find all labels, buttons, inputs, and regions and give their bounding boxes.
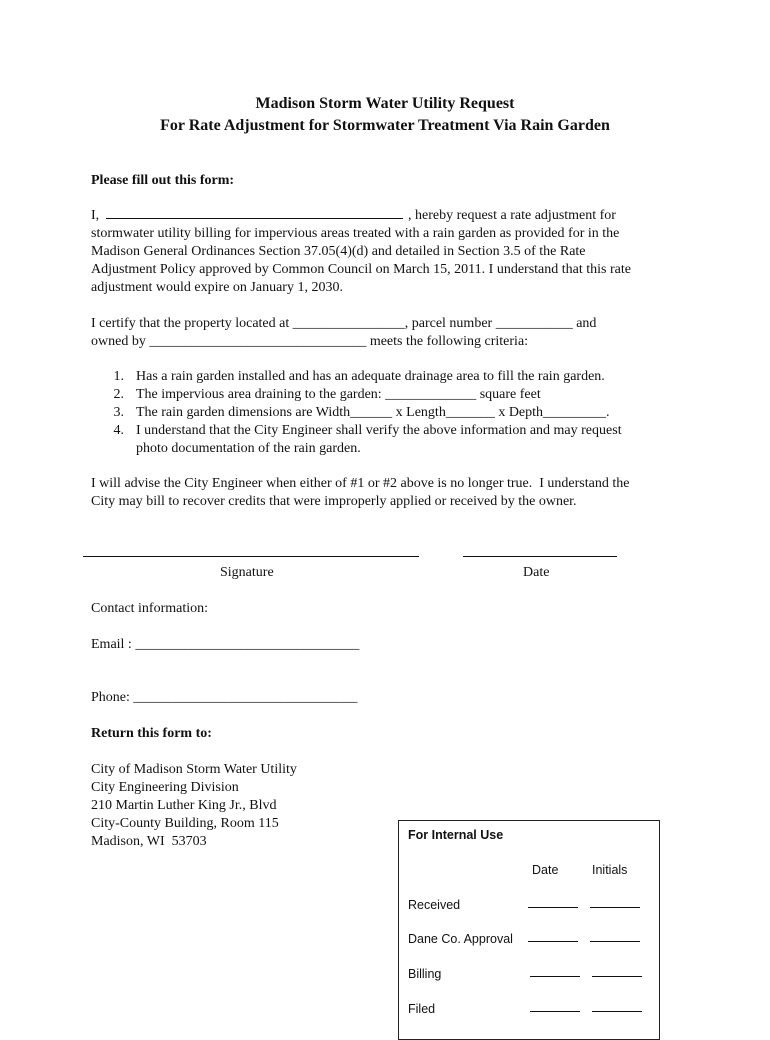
date-label: Date [523, 565, 550, 580]
address-line: 210 Martin Luther King Jr., Blvd [91, 798, 277, 813]
internal-initials-header: Initials [592, 863, 628, 877]
return-heading: Return this form to: [91, 726, 212, 741]
phone-field[interactable]: Phone: ________________________________ [91, 690, 358, 705]
certify-line2[interactable]: owned by _______________________________ meets the following criteria: [91, 334, 529, 349]
internal-row-billing: Billing [408, 967, 442, 981]
list-item-number: 3. [113, 405, 124, 420]
dane-approval-initials-field[interactable] [590, 941, 640, 942]
internal-use-heading: For Internal Use [408, 828, 504, 842]
signature-field[interactable] [83, 556, 419, 557]
paragraph1-line4: Adjustment Policy approved by Common Council on March 15, 2011. I understand that this rate [91, 262, 631, 277]
list-item-number: 4. [113, 423, 124, 438]
internal-row-received: Received [408, 898, 461, 912]
paragraph1-line3: Madison General Ordinances Section 37.05(4)(d) and detailed in Section 3.5 of the Rate [91, 244, 586, 259]
certify-line1[interactable]: I certify that the property located at ________________, parcel number ___________ and [91, 316, 597, 331]
address-line: Madison, WI 53703 [91, 834, 207, 849]
address-line: City of Madison Storm Water Utility [91, 762, 297, 777]
internal-row-filed: Filed [408, 1002, 436, 1016]
name-prefix: I, [91, 208, 100, 223]
dane-approval-date-field[interactable] [528, 941, 578, 942]
list-item-text-continued: photo documentation of the rain garden. [136, 441, 361, 456]
internal-use-box [398, 820, 660, 1040]
list-item-number: 1. [113, 369, 124, 384]
paragraph1-line2: stormwater utility billing for impervious areas treated with a rain garden as provided for in the [91, 226, 620, 241]
signature-label: Signature [220, 565, 274, 580]
form-subtitle: For Rate Adjustment for Stormwater Treatment Via Rain Garden [160, 117, 610, 134]
paragraph1-line5: adjustment would expire on January 1, 2030. [91, 280, 343, 295]
billing-initials-field[interactable] [592, 976, 642, 977]
list-item-text[interactable]: The impervious area draining to the garden: _____________ square feet [136, 387, 541, 402]
list-item-text: Has a rain garden installed and has an adequate drainage area to fill the rain garden. [136, 369, 605, 384]
paragraph1-line1: , hereby request a rate adjustment for [408, 208, 616, 223]
filed-initials-field[interactable] [592, 1011, 642, 1012]
billing-date-field[interactable] [530, 976, 580, 977]
date-field[interactable] [463, 556, 617, 557]
internal-row-dane-approval: Dane Co. Approval [408, 932, 513, 946]
criteria-list [0, 368, 770, 458]
contact-label: Contact information: [91, 601, 209, 616]
form-title: Madison Storm Water Utility Request [255, 95, 515, 112]
advise-line2: City may bill to recover credits that were improperly applied or received by the owner. [91, 494, 577, 509]
list-item-number: 2. [113, 387, 124, 402]
list-item-text[interactable]: The rain garden dimensions are Width______ x Length_______ x Depth_________. [136, 405, 610, 420]
advise-line1: I will advise the City Engineer when either of #1 or #2 above is no longer true. I understand the [91, 476, 630, 491]
received-initials-field[interactable] [590, 907, 640, 908]
list-item-text: I understand that the City Engineer shall verify the above information and may request [136, 423, 622, 438]
received-date-field[interactable] [528, 907, 578, 908]
email-field[interactable]: Email : ________________________________ [91, 637, 360, 652]
address-line: City Engineering Division [91, 780, 239, 795]
filed-date-field[interactable] [530, 1011, 580, 1012]
form-instruction: Please fill out this form: [91, 173, 235, 188]
internal-date-header: Date [532, 863, 559, 877]
address-line: City-County Building, Room 115 [91, 816, 279, 831]
applicant-name-field[interactable] [106, 218, 403, 219]
